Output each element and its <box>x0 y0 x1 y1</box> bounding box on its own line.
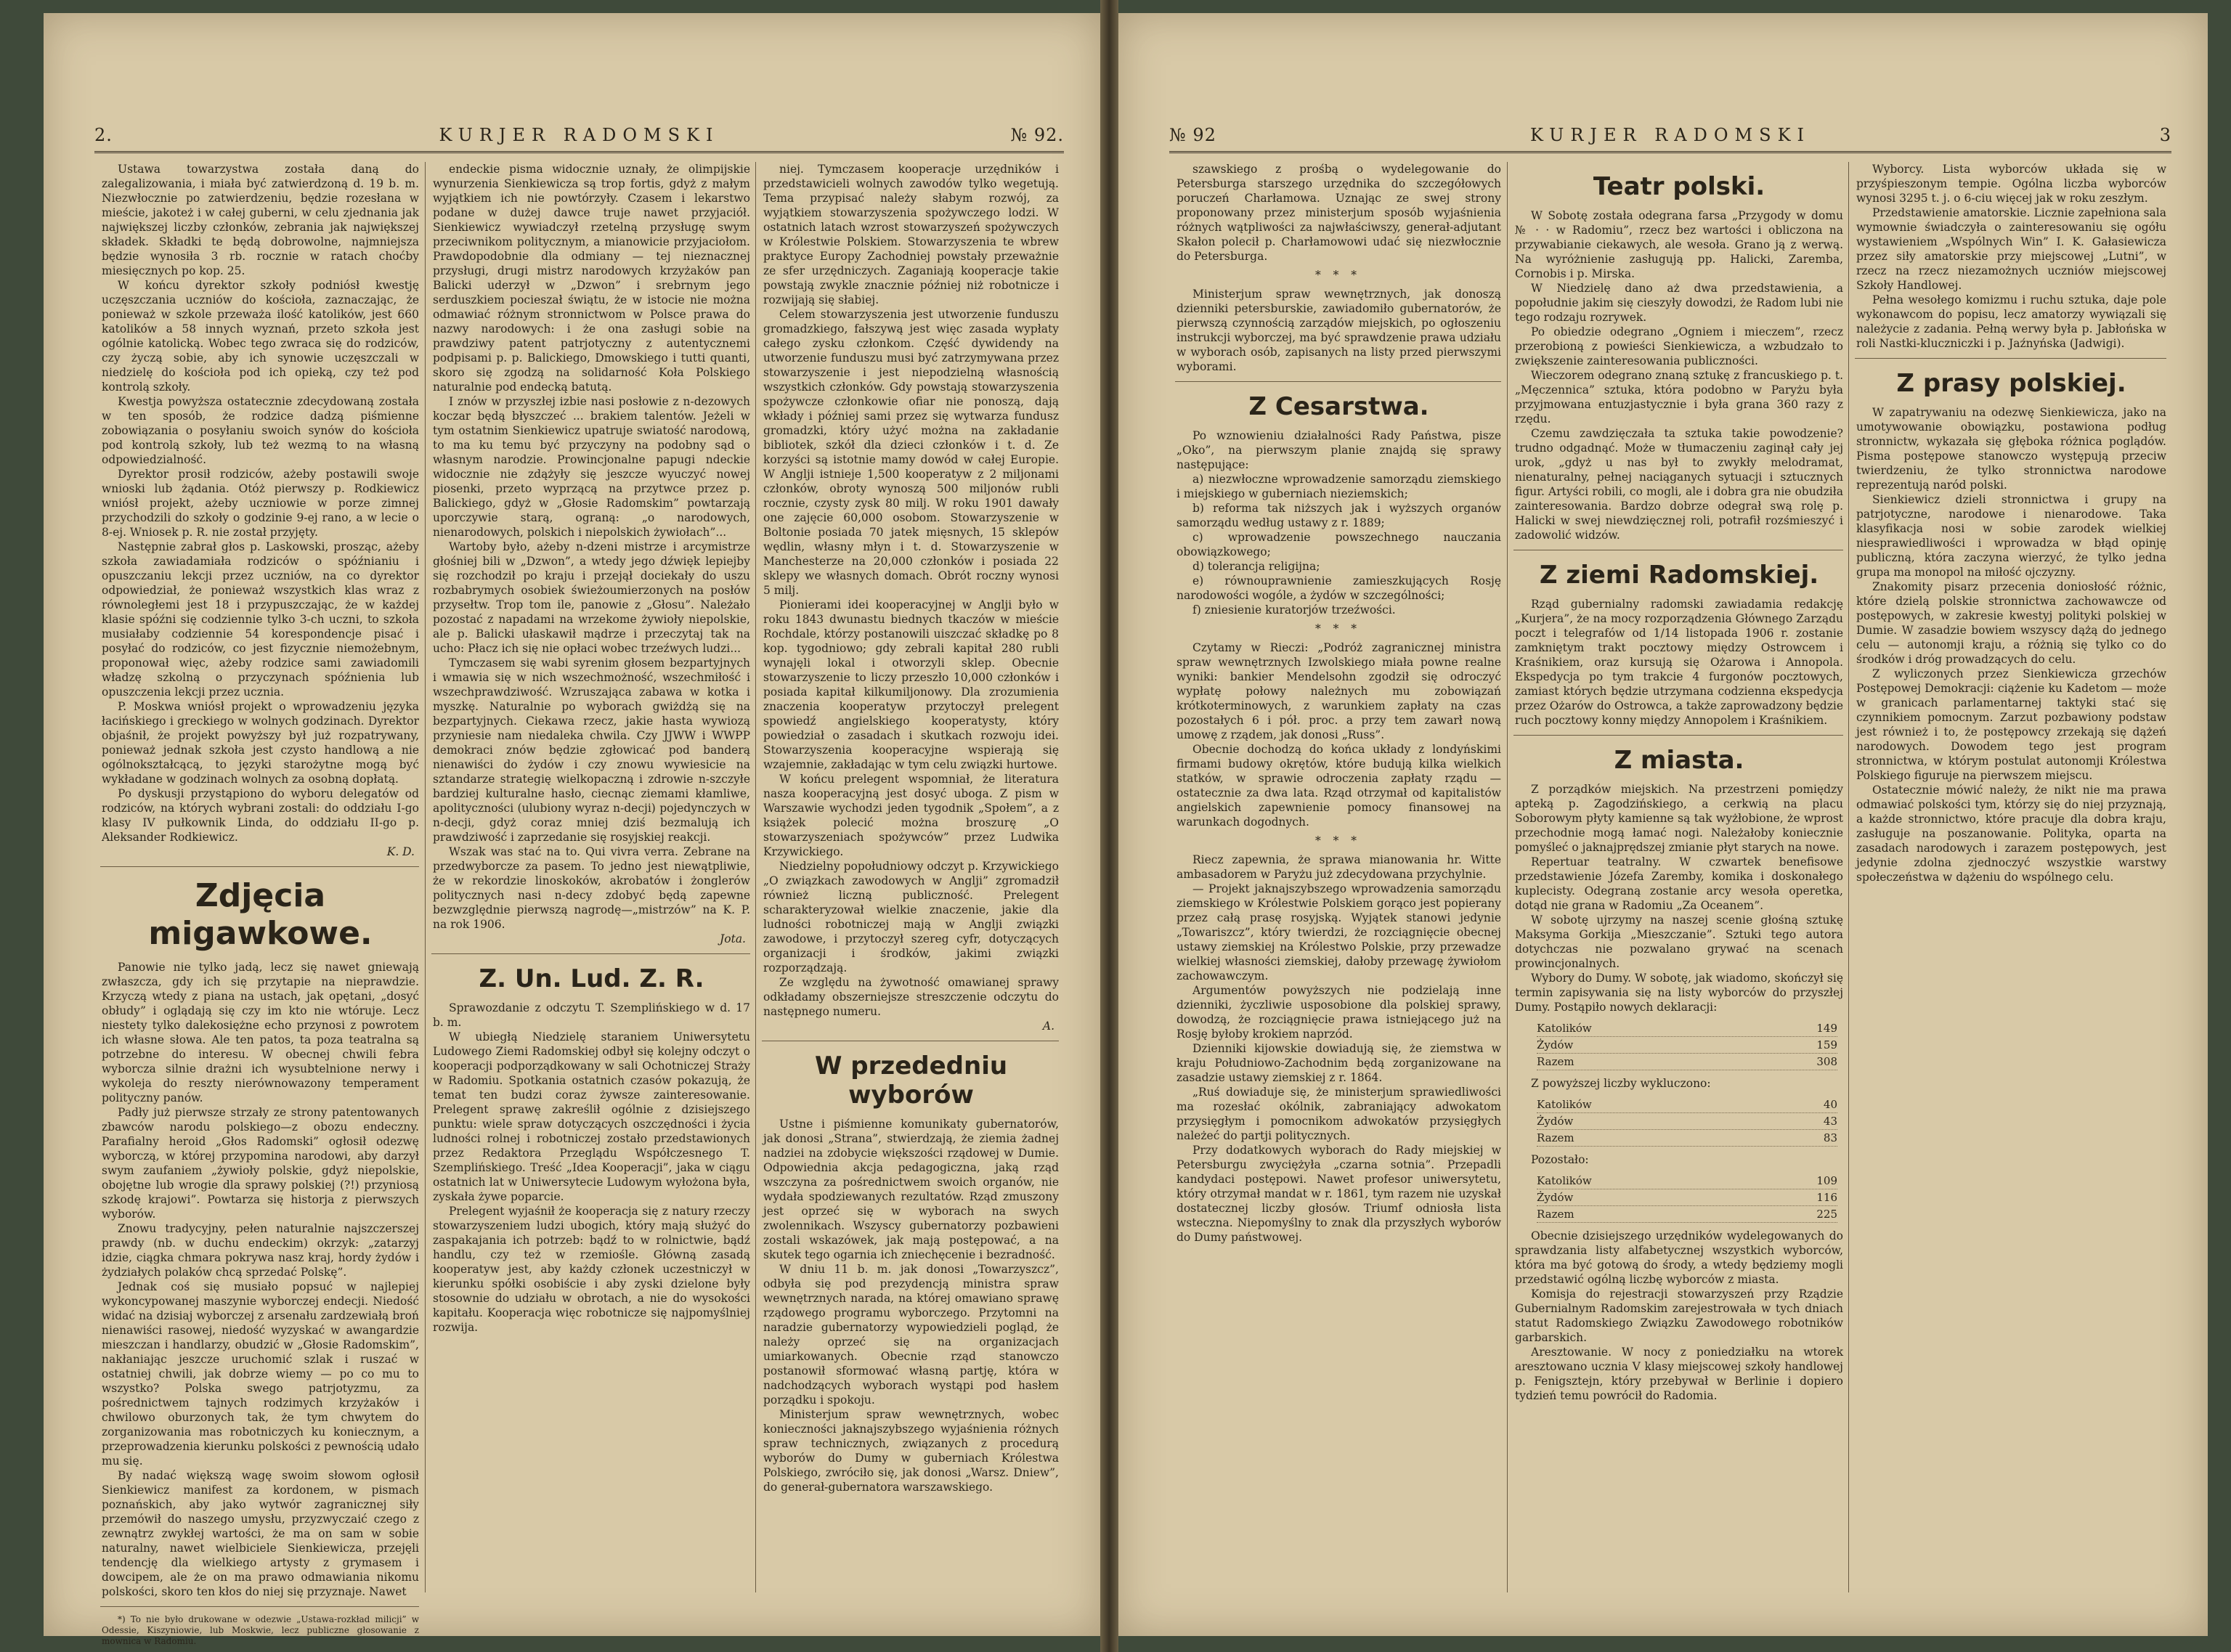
paragraph: Obecnie dochodzą do końca układy z londyńskimi firmami budowy okrętów, które budują kilka wielkich statków, w sprawie odroczenia zapłaty rządu — ostatecznie za dwa lata. Rząd otrzymał od kapitalistów angielskich zapewnienie pomocy finansowej na warunkach dogodnych. <box>1177 743 1501 829</box>
left-column-1 <box>94 162 425 1646</box>
paragraph: P. Moskwa wniósł projekt o wprowadzeniu języka łacińskiego i greckiego w wolnych godzinach. Dyrektor objaśnił, że projekt powyższy był już rozpatrywany, ponieważ jednak szkoła jest czysto handlową a nie ogólnokształcącą, to języki starożytne mogą być wykładane w godzinach wolnych za osobną dopłatą. <box>102 700 419 786</box>
paper-title: KURJER RADOMSKI <box>1530 125 1811 145</box>
divider <box>1513 735 1843 736</box>
voters-table-excluded <box>1537 1096 1837 1147</box>
paragraph: Tymczasem się wabi syrenim głosem bezpartyjnych i wmawia się w nich wszechmożność, wszechmiłość i wszechprawdziwość. Wzruszająca zabawa w kotka i myszkę. Naturalnie po wyborach gwiżdżą się na bezpartyjnych. Ciekawa rzecz, jakie hasta wywiozą przyniesie nam niedaleka chwila. Czy JJWW i WWPP demokraci znów będzie zgłowicać pod banderą nienawiści do żydów i czy znowu wywiesicie na sztandarze strategię wielkopaczną i zdrowie n-szczyłe bardziej kulturalne hasło, ciecnąc ziemami kłamliwe, apolityczności (ulubiony wyraz n-decji) pojedynczych w n-decji, gdyż coraz mniej dziś bezmalują ich prawdziwość i zaprzedanie się rosyjskiej reakcji. <box>433 656 750 844</box>
paragraph: c) wprowadzenie powszechnego nauczania obowiązkowego; <box>1177 531 1501 558</box>
paragraph: — Projekt jaknajszybszego wprowadzenia samorządu ziemskiego w Królestwie Polskiem gorąco jest popierany przez całą prasę rosyjską. Wyjątek stanowi jedynie „Towariszcz”, który twierdzi, że rozciągnięcie obecnej ustawy ziemskiej na Królestwo Polskie, przy przewadze wielkiej własności ziemskiej, dałoby przewagę żywiołom zachowawczym. <box>1177 882 1501 982</box>
paragraph: W sobotę ujrzymy na naszej scenie głośną sztukę Maksyma Gorkija „Mieszczanie”. Sztuki tego autora dotychczas nie pozwalano grywać na scenach prowincjonalnych. <box>1515 914 1843 970</box>
issue-number: № 92 <box>1169 125 1216 145</box>
paragraph: b) reforma tak niższych jak i wyższych organów samorządu według ustawy z r. 1889; <box>1177 502 1501 529</box>
paragraph: Pozostało: <box>1531 1153 1589 1166</box>
paragraph: Ostatecznie mówić należy, że nikt nie ma prawa odmawiać polskości tym, którzy się do niej przyznają, a każde stronnictwo, które pracuje dla dobra kraju, zasługuje na poszanowanie. Polityka, oparta na zasadach narodowych i zarazem postępowych, jest jedynie zdolna zjednoczyć wszystkie warstwy społeczeństwa w dążeniu do wspólnego celu. <box>1856 784 2166 884</box>
table-row: Katolików 149 <box>1537 1020 1837 1037</box>
paragraph: szawskiego z prośbą o wydelegowanie do Petersburga starszego urzędnika do szczegółowych poruczeń Charłamowa. Uznając ze swej strony proponowany przez ministerjum sposób wyjaśnienia różnych wątpliwości za najwłaściwszy, generał-adjutant Skałon polecił p. Charłamowowi udać się niezwłocznie do Petersburga. <box>1177 163 1501 263</box>
paragraph: niej. Tymczasem kooperacje urzędników i przedstawicieli wolnych zawodów tylko wegetują. Tema przypisać należy słabym rozwój, za wyjątkiem stowarzyszenia spożywczego lodzi. W ostatnich latach wzrost stowarzyszeń spożywczych w Królestwie Polskiem. Stowarzyszenia te wbrew praktyce Europy Zachodniej powstały przeważnie ze sfer urzędniczych. Zaganiają kooperacje takie powstają zwykle znacznie później niż robotnicze i rozwijają się słabiej. <box>763 163 1059 306</box>
paragraph: Znakomity pisarz przecenia doniosłość różnic, które dzielą polskie stronnictwa zachowawcze od postępowych, w zakresie kwestyj polityki polskiej w Dumie. W zasadzie bowiem wszyscy dążą do jednego celu — autonomji kraju, a różnią się tylko co do środków i dróg prowadzących do celu. <box>1856 580 2166 666</box>
paragraph: Ustawa towarzystwa została daną do zalegalizowania, i miała być zatwierdzoną d. 19 b. m. Niezwłocznie po zatwierdzeniu, będzie rozesłana w mieście, jakoteż i w całej guberni, w celu zjednania jak największej liczby członków, zebrania jak największej składek. Składki te będą dobrowolne, najmniejsza będzie wynosiła 3 rb. rocznie w ratach choćby miesięcznych po kop. 25. <box>102 163 419 277</box>
table-row: Razem 83 <box>1537 1130 1837 1147</box>
paragraph: W dniu 11 b. m. jak donosi „Towarzyszcz”, odbyła się pod prezydencją ministra spraw wewnętrznych narada, na której omawiano sprawę rządowego programu wyborczego. Przytomni na naradzie gubernatorzy wypowiedzieli pogląd, że należy oprzeć się na organizacjach umiarkowanych. Obecnie rząd stanowczo postanowił sformować własną partję, która w nadchodzących wyborach wystąpi pod hasłem porządku i spokoju. <box>763 1263 1059 1407</box>
paragraph: Argumentów powyższych nie podzielają inne dzienniki, życzliwie usposobione dla polskiej sprawy, dowodzą, że rozciągnięcie prawa istniejącego już na Rosję byłoby krokiem naprzód. <box>1177 984 1501 1041</box>
right-page <box>1118 13 2208 1636</box>
paragraph: Z porządków miejskich. Na przestrzeni pomiędzy apteką p. Zagodzińskiego, a cerkwią na placu Soborowym płyty kamienne są tak wyżłobione, że wprost przechodnie mogą łamać nogi. Należałoby koniecznie pomyśleć o jaknajprędszej zmianie płyt starych na nowe. <box>1515 783 1843 854</box>
voters-table-declared <box>1537 1020 1837 1070</box>
article-title: Z Cesarstwa. <box>1248 392 1429 421</box>
paragraph: Prelegent wyjaśnił że kooperacja się z natury rzeczy stowarzyszeniem ludzi ubogich, który mają służyć do zaspakajania ich potrzeb: bądź to w rolnictwie, bądź handlu, czy też w rzemiośle. Główną zasadą kooperatyw jest, aby każdy członek uczestniczył w kierunku spółki osobiście i aby zyski dzielone były stosownie do udziału w obrotach, a nie do wysokości kapitału. Kooperacja więc robotnicze się najpomyślniej rozwija. <box>433 1205 750 1334</box>
paragraph: Wybory do Dumy. W sobotę, jak wiadomo, skończył się termin zapisywania się na listy wyborców do przyszłej Dumy. Postąpiło nowych deklaracji: <box>1515 972 1843 1014</box>
article-title: Z ziemi Radomskiej. <box>1539 561 1819 590</box>
left-page-header <box>94 122 1064 153</box>
table-row: Razem 308 <box>1537 1054 1837 1070</box>
paragraph: e) równouprawnienie zamieszkujących Rosję narodowości wogóle, a żydów w szczególności; <box>1177 574 1501 602</box>
article-title: Z prasy polskiej. <box>1896 369 2126 398</box>
footnote: *) To nie było drukowane w odezwie „Ustawa-rozkład milicji” w Odessie, Kiszyniowie, lub Moskwie, lecz publiczne głosowanie z mownica w Radomiu. <box>102 1614 419 1646</box>
article-title: Teatr polski. <box>1593 172 1765 201</box>
paragraph: endeckie pisma widocznie uznały, że olimpijskie wynurzenia Sienkiewicza są trop fortis, gdyż z małym wyjątkiem ich nie powtórzyły. Czasem i lekarstwo podane w dużej dawce truje nawet przyjaciół. Sienkiewicz wywiadczył rzetelną przysługę swym przeciwnikom politycznym, a mianowicie przyjaciołom. Prawdopodobnie dla odmiany — tej nieznacznej przysługi, drugi mistrz narodowych krzyżaków pan Balicki uderzył w „Dzwon” i srebrnym jego serduszkiem pocieszał świątu, że w istocie nie można odmawiać różnym stronnictwom w Polsce prawa do nazwy narodowych: i że ona zasługi sobie na prawdziwy patent patrjotyczny z autentycznemi podpisami p. p. Balickiego, Dmowskiego i tutti quanti, skoro się zgodzą na solidarność Koła Polskiego naturalnie pod endecką batutą. <box>433 163 750 394</box>
separator-stars: * * * <box>1314 622 1362 635</box>
paragraph: Ministerjum spraw wewnętrznych, jak donoszą dzienniki petersburskie, zawiadomiło gubernatorów, że pierwszą czynnością zarządów miejskich, po ogłoszeniu instrukcji wyborczej, ma być sprawdzenie prawa udziału w wyborach osób, zapisanych na listy przed pierwszymi wyborami. <box>1177 288 1501 373</box>
paper-title: KURJER RADOMSKI <box>439 125 720 145</box>
page-gutter <box>1100 0 1118 1652</box>
right-column-3 <box>1848 162 2172 1592</box>
voters-table-remaining <box>1537 1173 1837 1223</box>
divider <box>431 953 750 954</box>
paragraph: Panowie nie tylko jadą, lecz się nawet gniewają zwłaszcza, gdy ich się przytapie na nieprawdzie. Krzyczą wtedy z piana na ustach, jak opętani, „dosyć obłudy” i oglądają się czy im kto nie wtóruje. Lecz niestety tylko dalekosiężne echo przynosi z powrotem ich własne słowa. Ale ten patos, ta poza teatralna są potrzebne do interesu. W obecnej chwili febra wyborcza silnie drażni ich wysubtelnione nerwy i wykoleja do reszty nierównowazony temperament polityczny panów. <box>102 961 419 1104</box>
page-number: 3 <box>2159 125 2171 145</box>
paragraph: Sprawozdanie z odczytu T. Szemplińskiego w d. 17 b. m. <box>433 1001 750 1029</box>
right-columns <box>1169 162 2171 1592</box>
signature: K. D. <box>386 845 415 858</box>
paragraph: Wartoby było, ażeby n-dzeni mistrze i arcymistrze głośniej bili w „Dzwon”, a wtedy jego dźwięk lepiejby się rozchodził po kraju i przejął dociekały do uszu rozbabrymych osobiek świeżoumierzonych na posłów przysełtw. Trop tom ile, panowie z „Głosu”. Należało pozostać z napadami na wrzekome żywioły niepolskie, ale p. Balicki ułaskawił mądrze i przeczytaj tak na ucho: Płacz ich się nie opłaci wobec trzeźwych ludzi... <box>433 540 750 655</box>
paragraph: Po dyskusji przystąpiono do wyboru delegatów od rodziców, na których wybrani zostali: do oddziału I-go klasy IV pułkownik Linda, do oddziału II-go p. Aleksander Rodkiewicz. <box>102 787 419 844</box>
paragraph: Następnie zabrał głos p. Laskowski, prosząc, ażeby szkoła zawiadamiała rodziców o spóźnianiu i opuszczaniu lekcji przez uczniów, na co dyrektor odpowiedział, że ponieważ wszystkich klas wraz z równoległemi jest 18 i przypuszczając, że w każdej klasie spóźni się codziennie tylko 3-ch uczni, to szkoła musiałaby codziennie 54 korespondencje pisać i posyłać do rodziców, co jest fizycznie niemożebnym, proponował więc, ażeby rodzice sami zawiadomili władzę szkolną o przyczynach spóźnienia lub opuszczenia lekcji przez ucznia. <box>102 540 419 699</box>
table-row: Żydów 116 <box>1537 1189 1837 1206</box>
paragraph: Niedzielny popołudniowy odczyt p. Krzywickiego „O związkach zawodowych w Anglji” zgromadził również liczną publiczność. Prelegent scharakteryzował wielkie znaczenie, jakie dla ludności robotniczej mają w Anglji związki zawodowe, i przytoczył szereg cyfr, dotyczących organizacji i środków, jakimi związki rozporządzają. <box>763 860 1059 974</box>
paragraph: Celem stowarzyszenia jest utworzenie funduszu gromadzkiego, fałszywą jest więc zasada wypłaty całego zysku członkom. Część dywidendy na utworzenie funduszu musi być zatrzymywana przez stowarzyszenie i jest niepodzielną własnością wszystkich członków. Gdy powstają stowarzyszenia spożywcze członkowie ofiar nie ponoszą, dają wkłady i później sami przez się wytwarza fundusz gromadzki, który użyć można na zakładanie bibliotek, szkół dla dzieci członków i t. d. Ze korzyści są istotnie mamy dowód w całej Europie. W Anglji istnieje 1,500 kooperatyw z 2 miljonami członków, obroty wynoszą 500 miljonów rubli rocznie, czysty zysk 80 milj. W roku 1901 dawały one zajęcie 60,000 osobom. Stowarzyszenie w Boltonie posiada 70 jatek mięsnych, 15 sklepów wędlin, własny młyn i t. d. Stowarzyszenie w Manchesterze na 20,000 członków i posiada 22 sklepy we własnych domach. Obrót roczny wynosi 5 milj. <box>763 308 1059 597</box>
table-row: Żydów 159 <box>1537 1037 1837 1054</box>
right-column-2 <box>1507 162 1849 1592</box>
paragraph: Czemu zawdzięczała ta sztuka takie powodzenie? trudno odgadnąć. Może w tłumaczeniu zaginął cały jej urok, „gdyż u nas był to zwykły melodramat, nienaturalny, pełnej naciąganych sytuacji i sztucznych figur. Artyści robili, co mogli, ale i dobra gra nie obudziła zainteresowania. Bardzo dobrze odegrał swą rolę p. Halicki w swej niewdzięcznej roli, potrafił rozśmieszyć i zadowolić widzów. <box>1515 427 1843 542</box>
left-columns <box>94 162 1064 1646</box>
article-title: Z. Un. Lud. Z. R. <box>479 964 704 993</box>
paragraph: W Sobotę została odegrana farsa „Przygody w domu № · · w Radomiu”, rzecz bez wartości i obliczona na przywabianie ciekawych, ale wesoła. Grano ją z werwą. Na wyróżnienie zasługują pp. Halicki, Zaremba, Cornobis i p. Mirska. <box>1515 209 1843 280</box>
paragraph: W końcu dyrektor szkoły podniósł kwestję uczęszczania uczniów do kościoła, zaznaczając, że ponieważ w szkole przeważa ilość katolików, jest 660 katolików a 58 innych wyznań, przeto szkoła jest ogólnie katolicką. Wobec tego zwraca się do rodziców, czy życzą sobie, aby ich synowie uczęszczali w niedzielę do kościoła pod ich opieką, czy też pod kontrolą szkoły. <box>102 279 419 394</box>
paragraph: Z wyliczonych przez Sienkiewicza grzechów Postępowej Demokracji: ciążenie ku Kadetom — może w granicach parlamentarnej taktyki stać się czynnikiem pomocnym. Zarzut pozbawiony podstaw jest również i to, że postępowcy zrzekają się dążeń narodowych. Dowodem tego jest program stronnictwa, w którym postulat autonomji Królestwa Polskiego figuruje na pierwszem miejscu. <box>1856 667 2166 782</box>
article-title: Z miasta. <box>1614 746 1744 775</box>
paragraph: a) niezwłoczne wprowadzenie samorządu ziemskiego i miejskiego w guberniach nieziemskich; <box>1177 473 1501 500</box>
paragraph: Po obiedzie odegrano „Ogniem i mieczem”, rzecz przerobioną z powieści Sienkiewicza, a wzbudzało to zwiększenie zainteresowania publiczności. <box>1515 325 1843 367</box>
paragraph: Ustne i piśmienne komunikaty gubernatorów, jak donosi „Strana”, stwierdzają, że ziemia żadnej nadziei na zdobycie większości rządowej w Dumie. Odpowiednia akcja pedagogiczna, jaką rząd wszczyna za pośrednictwem swoich organów, nie wydała spodziewanych rezultatów. Rząd zmuszony jest oprzeć się w wyborach na swych zwolennikach. Wszyscy gubernatorzy pozbawieni zostali wskazówek, jak mają postępować, a na skutek tego ogarnia ich zniechęcenie i bezradność. <box>763 1118 1059 1261</box>
paragraph: Pełna wesołego komizmu i ruchu sztuka, daje pole wykonawcom do popisu, lecz amatorzy wywiązali się należycie z zadania. Pełną werwy była p. Jabłońska w roli Nastki-kluczniczki i p. Jaźnyńska (Jadwigi). <box>1856 293 2166 350</box>
table-row: Razem 225 <box>1537 1206 1837 1223</box>
paragraph: W Niedzielę dano aż dwa przedstawienia, a popołudnie jakim się cieszyły dowodzi, że Radom lubi nie tego rodzaju rozrywek. <box>1515 282 1843 324</box>
paragraph: Sienkiewicz dzieli stronnictwa i grupy na patrjotyczne, narodowe i nienarodowe. Taka klasyfikacja nosi w sobie zarodek wielkiej niesprawiedliwości i wprowadza w błąd opinję publiczną, która zaczyna wierzyć, że tylko jedna grupa ma monopol na miłość ojczyzny. <box>1856 493 2166 579</box>
paragraph: Czytamy w Rieczi: „Podróż zagranicznej ministra spraw wewnętrznych Izwolskiego miała powne realne wyniki: bankier Mendelsohn zgodził się odroczyć wypłatę połowy należnych mu zobowiązań krótkoterminowych, z warunkiem zapłaty na czas pozostałych 6 i pół. proc. a przy tem zawarł nową umowę z rządem, jak donosi „Russ”. <box>1177 641 1501 741</box>
table-row: Katolików 109 <box>1537 1173 1837 1189</box>
left-column-3 <box>755 162 1065 1592</box>
paragraph: f) zniesienie kuratorjów trzeźwości. <box>1192 603 1396 617</box>
table-row: Żydów 43 <box>1537 1113 1837 1130</box>
paragraph: Dzienniki kijowskie dowiadują się, że ziemstwa w kraju Południowo-Zachodnim będą zorganizowane na zasadzie ustawy ziemskiej z r. 1864. <box>1177 1042 1501 1084</box>
paragraph: Aresztowanie. W nocy z poniedziałku na wtorek aresztowano ucznia V klasy miejscowej szkoły handlowej p. Fenigsztejn, który przebywał w Berlinie i dopiero tydzień temu powrócił do Radomia. <box>1515 1346 1843 1402</box>
paragraph: Po wznowieniu działalności Rady Państwa, pisze „Oko”, na pierwszym planie znajdą się sprawy następujące: <box>1177 429 1501 471</box>
paragraph: By nadać większą wagę swoim słowom ogłosił Sienkiewicz manifest za kordonem, w pismach poznańskich, aby jako wytwór zagranicznej siły przemówił do naszego umysłu, przyzwyczaić czego z zewnątrz zwykłej wartości, że ma on sam w sobie naturalny, nawet wielbiciele Sienkiewicza, przejęli tendencję dla wielkiego artysty z grymasem i dowcipem, ale że on ma prawo odmawiania nikomu polskości, skoro ten kłos do niej się przyznaje. Nawet <box>102 1469 419 1598</box>
page-number: 2. <box>94 125 113 145</box>
paragraph: Obecnie dzisiejszego urzędników wydelegowanych do sprawdzania listy alfabetycznej wszystkich wyborców, która ma być gotową do środy, a wtedy będziemy mogli przedstawić ogólną liczbę wyborców z miasta. <box>1515 1229 1843 1286</box>
right-column-1 <box>1169 162 1507 1592</box>
separator-stars: * * * <box>1314 834 1362 847</box>
paragraph: Kwestja powyższa ostatecznie zdecydowaną została w ten sposób, że rodzice dadzą piśmienne zobowiązania o posyłaniu swoich synów do kościoła pod kontrolą szkoły, lub też wezmą to na własną odpowiedzialność. <box>102 395 419 466</box>
paragraph: Z powyższej liczby wykluczono: <box>1531 1077 1711 1090</box>
paragraph: Ze względu na żywotność omawianej sprawy odkładamy obszerniejsze streszczenie odczytu do następnego numeru. <box>763 976 1059 1018</box>
paragraph: Jednak coś się musiało popsuć w najlepiej wykoncypowanej maszynie wyborczej endecji. Niedość widać na dzisiaj wyborczej z arsenału zardzewiałą broń nienawiści rasowej, niedość wyzyskać w awangardzie mieszczan i handlarzy, obudzić w „Głosie Radomskim”, nakłaniając jeszcze uruchomić szlak i ruszać w ostatniej chwili, jak dobrze wiemy — po co mu to wszystko? Polska swego patrjotyzmu, za pośrednictwem tajnych rodzimych krzyżaków i chwilowo oburzonych tak, że tym chwytem do zorganizowania mas robotniczych ku koniecznym, a przeprowadzenia kierunku polskości z pewnością udało mu się. <box>102 1280 419 1468</box>
paragraph: Przy dodatkowych wyborach do Rady miejskiej w Petersburgu zwyciężyła „czarna sotnia”. Przepadli kandydaci postępowi. Nawet profesor uniwersytetu, który otrzymał mandat w r. 1861, tym razem nie uzyskał dostatecznej liczby głosów. Triumf odniosła lista wsteczna. Niepomyślny to znak dla przyszłych wyborów do Dumy państwowej. <box>1177 1144 1501 1244</box>
right-page-header <box>1169 122 2171 153</box>
divider <box>1175 381 1501 382</box>
signature: A. <box>1042 1020 1054 1033</box>
paragraph: Repertuar teatralny. W czwartek benefisowe przedstawienie Józefa Zaremby, komika i doskonałego kuplecisty. Odegraną zostanie arcy wesoła operetka, dotąd nie grana w Radomiu „Za Oceanem”. <box>1515 855 1843 912</box>
paragraph: Wszak was stać na to. Qui vivra verra. Zebrane na przedwyborcze za pasem. To jedno jest niewątpliwie, że w rekordzie linoskoków, akrobatów i żonglerów politycznych nasi n-decy zdobyć będą zapewne bezwzględnie pierwszą nagrodę—„mistrzów” na K. P. na rok 1906. <box>433 845 750 931</box>
divider <box>100 1606 419 1607</box>
article-title: Zdjęcia migawkowe. <box>148 877 373 952</box>
paragraph: d) tolerancja religijna; <box>1192 560 1320 573</box>
paragraph: Wyborcy. Lista wyborców układa się w przyśpieszonym tempie. Ogólna liczba wyborców wynosi 3295 t. j. o 6-ciu więcej jak w roku zeszłym. <box>1856 163 2166 205</box>
separator-stars: * * * <box>1314 269 1362 282</box>
paragraph: Rząd gubernialny radomski zawiadamia redakcję „Kurjera”, że na mocy rozporządzenia Głównego Zarządu poczt i telegrafów od 1/14 listopada 1906 r. zostanie zamkniętym trakt pocztowy między Ostrowcem i Kraśnikiem, oraz kursują się Ożarowa i Annopola. Ekspedycja po tym trakcie 4 furgonów pocztowych, zamiast których będzie utrzymana codzienna ekspedycja przez Ożarów do Ostrowca, a także zaprowadzony będzie ruch pocztowy konny między Annopolem i Kraśnikiem. <box>1515 598 1843 727</box>
signature: Jota. <box>720 932 746 945</box>
paragraph: Riecz zapewnia, że sprawa mianowania hr. Witte ambasadorem w Paryżu już zdecydowana przychylnie. <box>1177 853 1501 881</box>
paragraph: Znowu tradycyjny, pełen naturalnie najszczerszej prawdy (nb. w duchu endeckim) okrzyk: „zatarzyj idzie, ciągka chmara pokrywa nasz kraj, hordy żydów i żydziałych polaków chcą sprzedać Polskę”. <box>102 1222 419 1279</box>
left-page <box>44 13 1100 1646</box>
paragraph: „Ruś dowiaduje się, że ministerjum sprawiedliwości ma rozesłać okólnik, zabraniający adwokatom przysięgłym i pomocnikom adwokatów przysięgłych należeć do partji politycznych. <box>1177 1086 1501 1142</box>
table-row: Katolików 40 <box>1537 1096 1837 1113</box>
divider <box>1855 358 2166 359</box>
paragraph: Komisja do rejestracji stowarzyszeń przy Rządzie Gubernialnym Radomskim zarejestrowała w tych dniach statut Radomskiego Związku Zawodowego robotników garbarskich. <box>1515 1287 1843 1344</box>
paragraph: W końcu prelegent wspomniał, że literatura nasza kooperacyjną jest dosyć uboga. Z pism w Warszawie wychodzi jeden tygodnik „Społem”, a z książek polecić można broszurę „O stowarzyszeniach spożywców” przez Ludwika Krzywickiego. <box>763 773 1059 858</box>
paragraph: Dyrektor prosił rodziców, ażeby postawili swoje wnioski lub żądania. Otóż pierwszy p. Rodkiewicz wniósł projekt, ażeby uczniowie w porze zimnej przychodzili do szkoły o godzinie 9-ej rano, a w lecie o 8-ej. Wniosek p. R. nie został przyjęty. <box>102 468 419 539</box>
article-title: W przededniu wyborów <box>814 1051 1008 1110</box>
paragraph: Pionierami idei kooperacyjnej w Anglji było w roku 1843 dwunastu biednych tkaczów w mieście Rochdale, którzy postanowili uiszczać składkę po 8 kop. tygodniowo; gdy zebrali kapitał 280 rubli wynajęli lokal i otworzyli sklep. Obecnie stowarzyszenie to liczy przeszło 10,000 członków i posiada kapitał kilkumiljonowy. Dla zrozumienia znaczenia kooperatyw przytoczył prelegent spowiedź angielskiego kooperatysty, który powiedział o zasadach i skutkach rozwoju idei. Stowarzyszenia kooperacyjne wspierają się wzajemnie, zakładając w tym celu związki hurtowe. <box>763 598 1059 771</box>
left-column-2 <box>425 162 756 1592</box>
paragraph: Ministerjum spraw wewnętrznych, wobec konieczności jaknajszybszego wyjaśnienia różnych spraw technicznych, związanych z procedurą wyborów do Dumy w guberniach Królestwa Polskiego, zwróciło się, jak donosi „Warsz. Dniew”, do generał-gubernatora warszawskiego. <box>763 1408 1059 1494</box>
paragraph: I znów w przyszłej izbie nasi posłowie z n-dezowych koczar będą błyszczeć ... brakiem talentów. Jeżeli w tym ostatnim Sienkiewicz upatruje swiatość narodową, to ma ku temu być przyczyny na podobny sąd o własnym narodzie. Prowincjonalne papugi ndeckie widocznie nie zdążyły się jeszcze wyuczyć nowej piosenki, przeto wyprzącą na przytwce przez p. Balickiego, gdyż w „Głosie Radomskim” powtarzają uporczywie starą, ograną: „o narodowych, nienarodowych, polskich i niepolskich żywiołach”... <box>433 395 750 539</box>
paragraph: Wieczorem odegrano znaną sztukę z francuskiego p. t. „Męczennica” sztuka, która podobno w Paryżu była przyjmowana entuzjastycznie i była grana 360 razy z rzędu. <box>1515 369 1843 426</box>
paragraph: Padły już pierwsze strzały ze strony patentowanych zbawców narodu polskiego—z obozu endeczny. Parafialny heroid „Głos Radomski” ogłosił odezwę wyborczą, w której przypomina narodowi, aby darzył swym zaufaniem „żywioły polskie, gdyż niepolskie, obojętne lub wrogie dla sprawy polskiej (?!) przyniosą szkodę krajowi”. Powtarza się historja z pierwszych wyborów. <box>102 1106 419 1221</box>
paragraph: W zapatrywaniu na odezwę Sienkiewicza, jako na umotywowanie obowiązku, postawiona podług stronnictw, wykazała się głęboka różnica poglądów. Pisma postępowe stanowczo występują przeciw twierdzeniu, że tylko stronnictwa narodowe reprezentują naród polski. <box>1856 406 2166 492</box>
paragraph: Przedstawienie amatorskie. Licznie zapełniona sala wymownie świadczyła o zainteresowaniu się ogółu wystawieniem „Wspólnych Win” I. K. Gałasiewicza przez siły amatorskie przy miejscowej „Lutni”, w rzecz na rzecz niezamożnych uczniów miejscowej Szkoły Handlowej. <box>1856 206 2166 292</box>
divider <box>100 866 419 867</box>
paragraph: W ubiegłą Niedzielę staraniem Uniwersytetu Ludowego Ziemi Radomskiej odbył się kolejny odczyt o kooperacji podporządkowany w sali Ochotniczej Straży w Radomiu. Spotkania ostatnich czasów pokazują, że temat ten budzi coraz żywsze zainteresowanie. Prelegent sprawę zakreślił ogólnie z dzisiejszego punktu: wiele spraw dotyczących oszczędności i życia ludności rolnej i robotniczej zostało przedstawionych przez Redaktora Przeglądu Współczesnego T. Szemplińskiego. Treść „Idea Kooperacji”, jaka w ciągu ostatnich lat w Uniwersytecie Ludowym wyłożona była, zyskała żywe poparcie. <box>433 1030 750 1203</box>
issue-number: № 92. <box>1010 125 1064 145</box>
